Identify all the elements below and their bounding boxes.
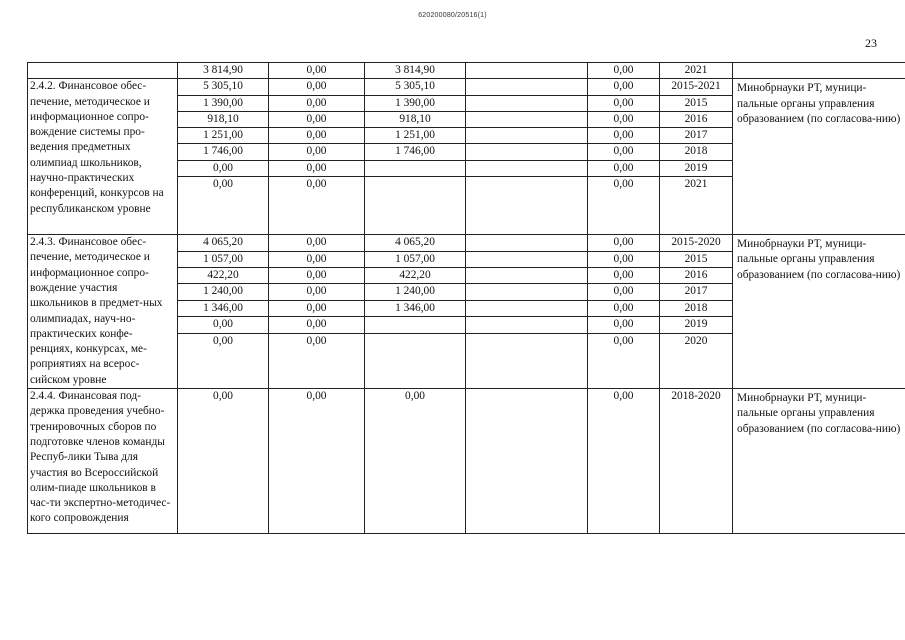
activity-name-cell [28,389,178,534]
executor-cell [733,63,905,79]
col2-cell: 0,00 [269,235,365,251]
year-cell: 2015 [660,95,733,111]
executor-text: Минобрнауки РТ, муници-пальные органы управления образованием (по согласова-нию) [737,392,901,435]
col3-cell [365,177,466,235]
year-cell: 2018 [660,144,733,160]
total-cell: 1 240,00 [178,284,269,300]
col3-cell: 1 346,00 [365,300,466,316]
table-row [28,63,905,79]
activity-name-cell [28,79,178,235]
col2-cell: 0,00 [269,177,365,235]
col4-cell [466,333,588,388]
col5-cell: 0,00 [588,317,660,333]
activity-name: 2.4.2. Финансовое обес-печение, методическое и информационное сопро-вождение системы про-ведения предметных олимпиад школьников, научно-практических конференций, конкурсов на республиканском уровне [30,80,164,215]
total-cell: 1 346,00 [178,300,269,316]
year-cell: 2019 [660,160,733,176]
col2-cell: 0,00 [269,300,365,316]
executor-text: Минобрнауки РТ, муници-пальные органы управления образованием (по согласова-нию) [737,238,901,281]
year-cell: 2020 [660,333,733,388]
col2-cell: 0,00 [269,79,365,95]
col5-cell: 0,00 [588,177,660,235]
year-cell: 2018 [660,300,733,316]
col3-cell: 918,10 [365,111,466,127]
col5-cell: 0,00 [588,300,660,316]
activity-name: 2.4.4. Финансовая под-держка проведения учебно-тренировочных сборов по подготовке членов команды Респуб-лики Тыва для участия во Всероссийской олим-пиаде школьников в час-ти экспертно-методичес-кого сопровождения [30,390,171,525]
col5-cell: 0,00 [588,63,660,79]
year-cell: 2017 [660,128,733,144]
col4-cell [466,267,588,283]
name-cell [28,63,178,79]
activity-name-cell [28,235,178,389]
year-cell: 2016 [660,267,733,283]
total-cell: 1 746,00 [178,144,269,160]
col4-cell [466,251,588,267]
col3-cell: 1 390,00 [365,95,466,111]
total-cell: 1 251,00 [178,128,269,144]
col2-cell: 0,00 [269,63,365,79]
table-row [28,389,905,534]
year-cell: 2018-2020 [660,389,733,534]
col4-cell [466,235,588,251]
col3-cell: 3 814,90 [365,63,466,79]
col4-cell [466,177,588,235]
year-cell: 2015-2020 [660,235,733,251]
col3-cell [365,333,466,388]
col3-cell: 1 746,00 [365,144,466,160]
executor-cell [733,389,905,534]
total-cell: 1 390,00 [178,95,269,111]
col2-cell: 0,00 [269,95,365,111]
col5-cell: 0,00 [588,284,660,300]
year-cell: 2016 [660,111,733,127]
col4-cell [466,284,588,300]
col2-cell: 0,00 [269,389,365,534]
year-cell: 2015-2021 [660,79,733,95]
col3-cell: 1 240,00 [365,284,466,300]
col4-cell [466,95,588,111]
col4-cell [466,128,588,144]
col2-cell: 0,00 [269,333,365,388]
col3-cell [365,160,466,176]
total-cell: 0,00 [178,317,269,333]
year-cell: 2021 [660,177,733,235]
table-row [28,235,905,251]
executor-cell [733,79,905,235]
col4-cell [466,79,588,95]
total-cell: 0,00 [178,177,269,235]
col3-cell: 4 065,20 [365,235,466,251]
col2-cell: 0,00 [269,111,365,127]
page-number: 23 [865,36,877,50]
total-cell: 4 065,20 [178,235,269,251]
year-cell: 2017 [660,284,733,300]
col4-cell [466,63,588,79]
executor-cell [733,235,905,389]
col5-cell: 0,00 [588,95,660,111]
col3-cell: 0,00 [365,389,466,534]
col2-cell: 0,00 [269,267,365,283]
document-code: 620200080/20516(1) [418,12,487,19]
total-cell: 5 305,10 [178,79,269,95]
col2-cell: 0,00 [269,251,365,267]
col4-cell [466,317,588,333]
total-cell: 0,00 [178,160,269,176]
year-cell: 2021 [660,63,733,79]
col5-cell: 0,00 [588,267,660,283]
year-cell: 2019 [660,317,733,333]
col2-cell: 0,00 [269,128,365,144]
col5-cell: 0,00 [588,333,660,388]
total-cell: 422,20 [178,267,269,283]
col4-cell [466,111,588,127]
budget-table [27,62,905,534]
col5-cell: 0,00 [588,160,660,176]
col2-cell: 0,00 [269,144,365,160]
total-cell: 0,00 [178,333,269,388]
activity-name: 2.4.3. Финансовое обес-печение, методическое и информационное сопро-вождение участия школьников в предмет-ных олимпиадах, науч-но-практических конфе-ренциях, конкурсах, ме-роприятиях на всерос-сийском уровне [30,236,163,386]
col5-cell: 0,00 [588,144,660,160]
col4-cell [466,144,588,160]
total-cell: 3 814,90 [178,63,269,79]
col5-cell: 0,00 [588,251,660,267]
col5-cell: 0,00 [588,128,660,144]
col4-cell [466,160,588,176]
budget-table-body [28,63,905,534]
col5-cell: 0,00 [588,111,660,127]
table-row [28,79,905,95]
col3-cell: 1 057,00 [365,251,466,267]
col4-cell [466,389,588,534]
col3-cell: 422,20 [365,267,466,283]
executor-text: Минобрнауки РТ, муници-пальные органы управления образованием (по согласова-нию) [737,82,901,125]
col4-cell [466,300,588,316]
year-cell: 2015 [660,251,733,267]
col3-cell [365,317,466,333]
col5-cell: 0,00 [588,389,660,534]
total-cell: 918,10 [178,111,269,127]
col3-cell: 1 251,00 [365,128,466,144]
col2-cell: 0,00 [269,160,365,176]
col2-cell: 0,00 [269,284,365,300]
col5-cell: 0,00 [588,79,660,95]
total-cell: 1 057,00 [178,251,269,267]
col3-cell: 5 305,10 [365,79,466,95]
col5-cell: 0,00 [588,235,660,251]
total-cell: 0,00 [178,389,269,534]
col2-cell: 0,00 [269,317,365,333]
